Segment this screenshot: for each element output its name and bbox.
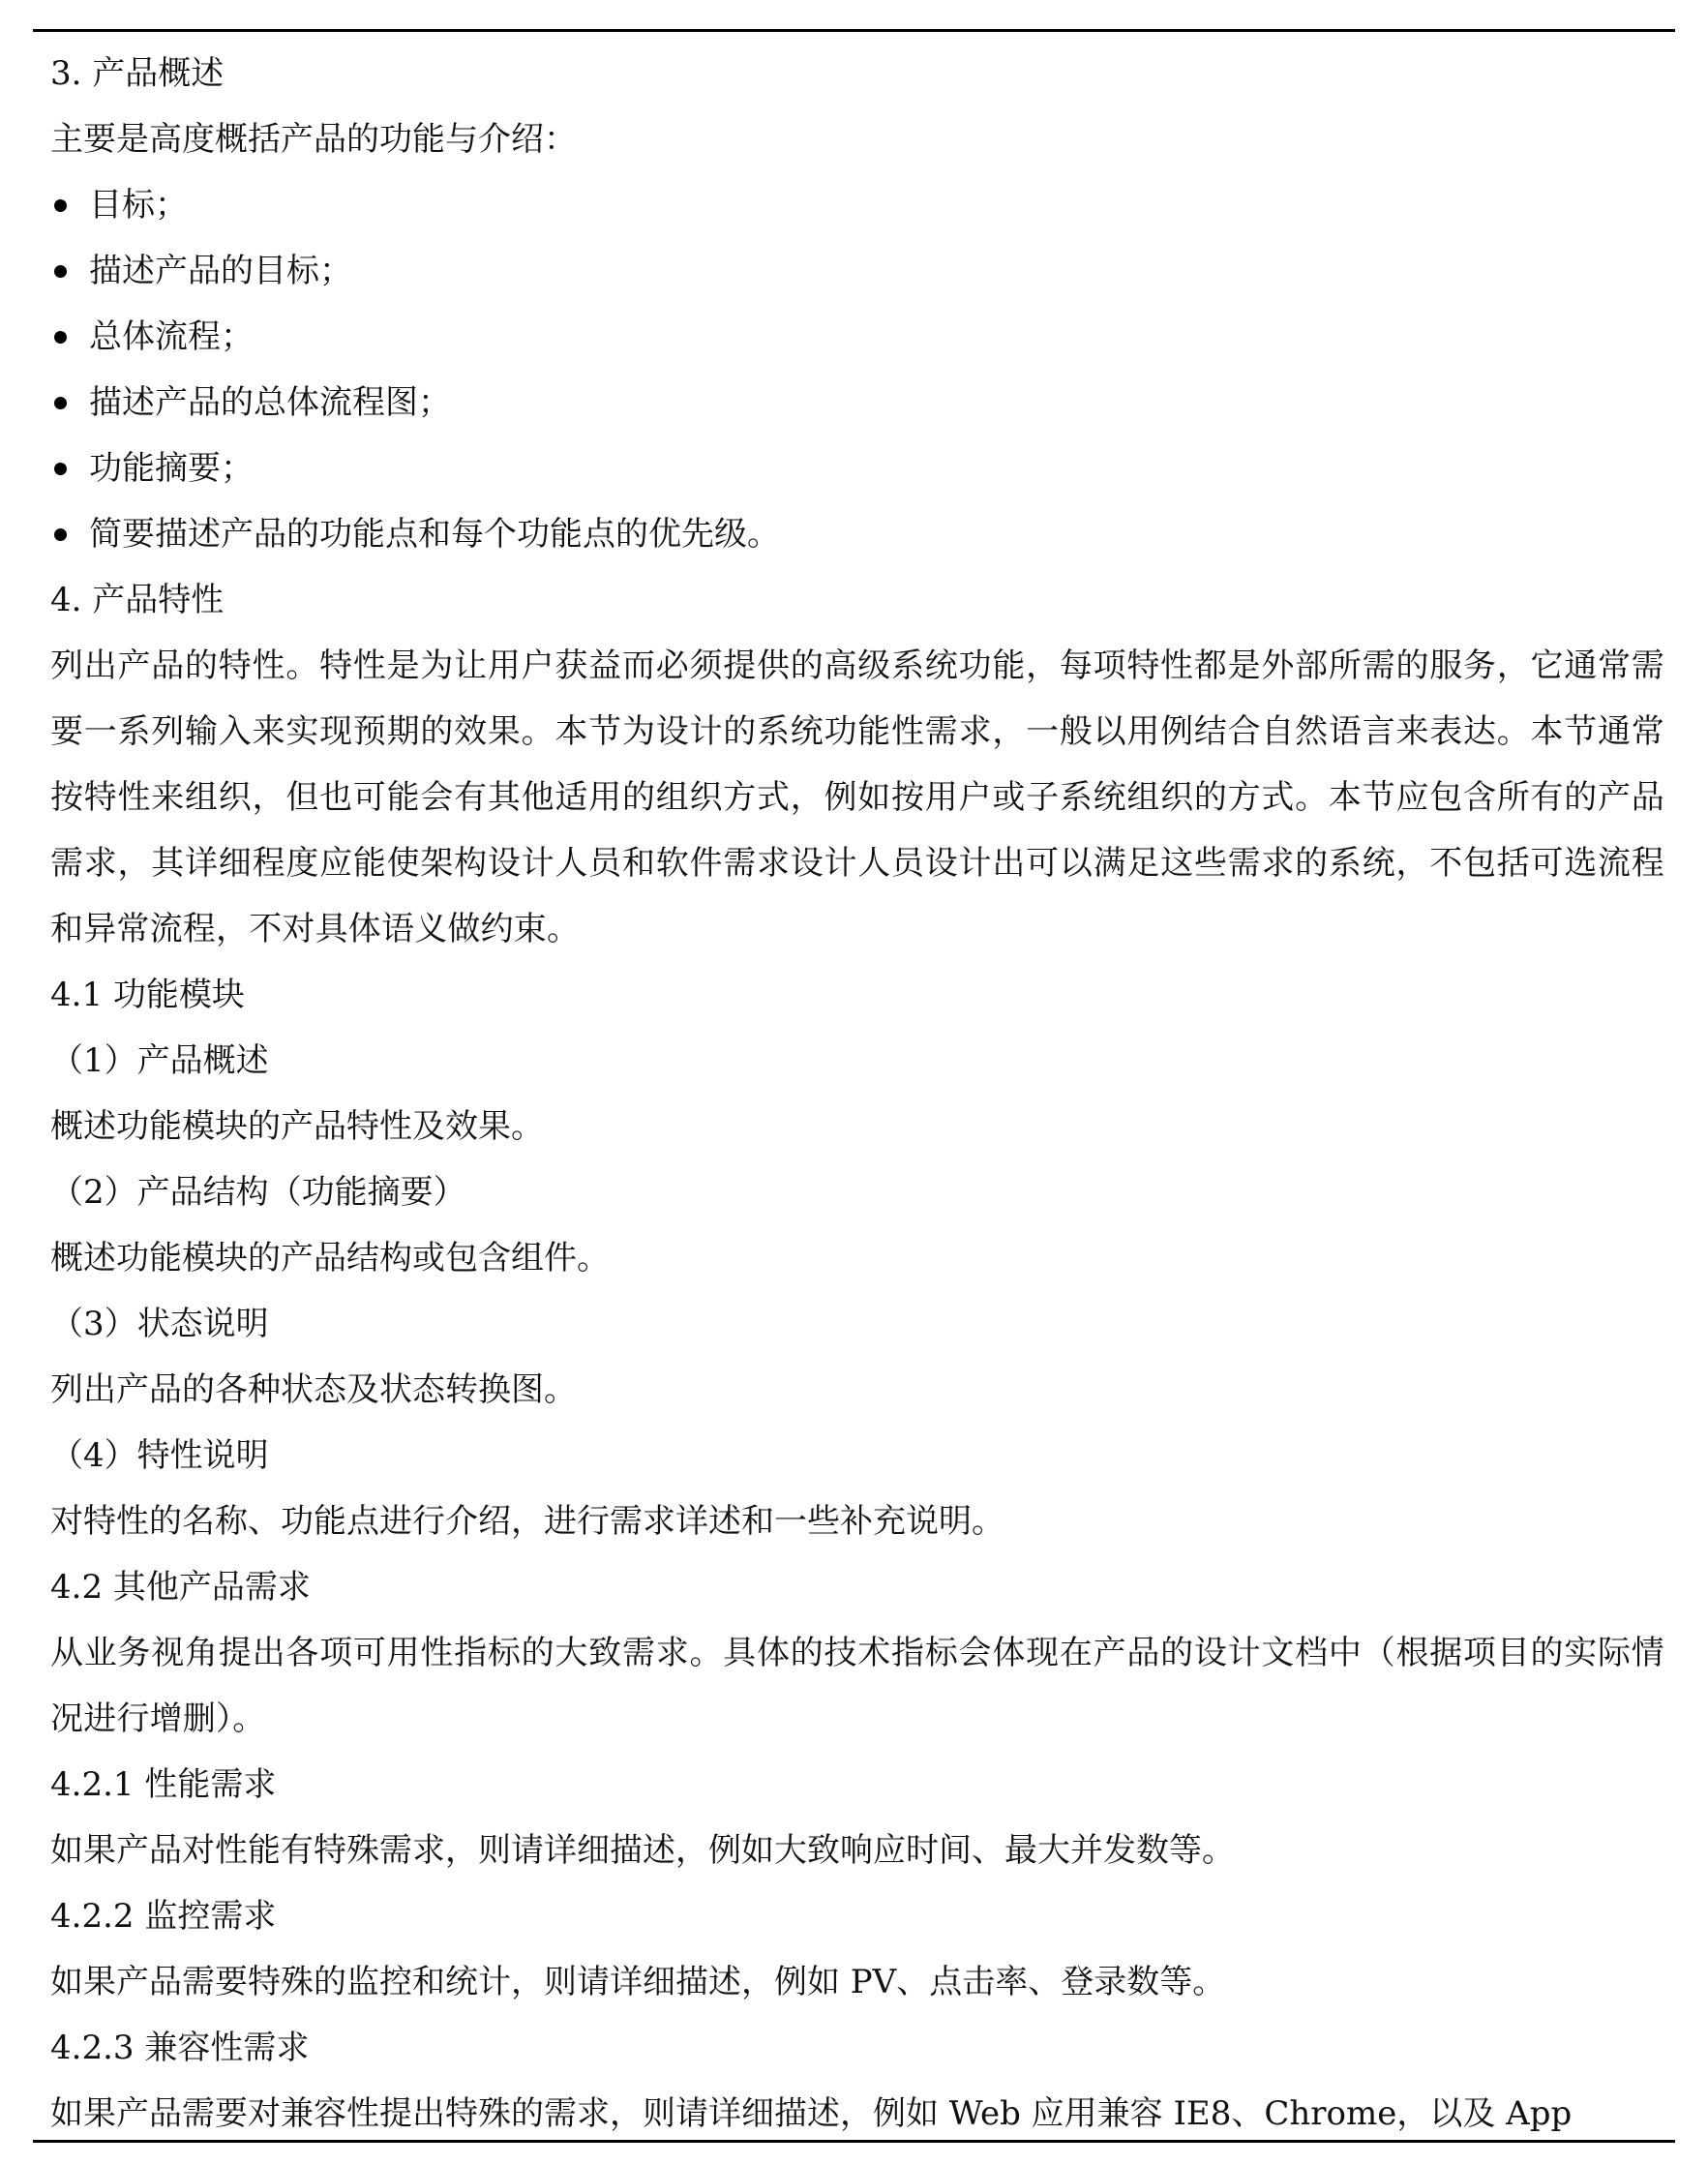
- bullet-text: 简要描述产品的功能点和每个功能点的优先级。: [89, 515, 780, 554]
- item-title: （4）特性说明: [50, 1436, 269, 1475]
- subsection-heading: 4.2.1 性能需求: [50, 1765, 277, 1804]
- section-4-heading: 4. 产品特性: [50, 581, 225, 619]
- bullet-item: [50, 238, 1664, 304]
- bullet-item: [50, 501, 1664, 567]
- bullet-icon: [54, 397, 67, 409]
- subsection-text: 如果产品对性能有特殊需求，则请详细描述，例如大致响应时间、最大并发数等。: [50, 1831, 1235, 1870]
- section-3-heading: 3. 产品概述: [50, 54, 225, 93]
- bullet-item: [50, 304, 1664, 370]
- bullet-icon: [54, 463, 67, 475]
- subsection-text: 如果产品需要特殊的监控和统计，则请详细描述，例如 PV、点击率、登录数等。: [50, 1963, 1226, 2001]
- item-title: （2）产品结构（功能摘要）: [50, 1173, 466, 1212]
- bullet-icon: [54, 331, 67, 344]
- item-description: 概述功能模块的产品特性及效果。: [50, 1107, 544, 1146]
- item-description: 对特性的名称、功能点进行介绍，进行需求详述和一些补充说明。: [50, 1502, 1004, 1541]
- section-4-1-heading: 4.1 功能模块: [50, 976, 245, 1014]
- bullet-icon: [54, 199, 67, 212]
- section-3-intro: 主要是高度概括产品的功能与介绍：: [50, 120, 577, 159]
- bullet-text: 功能摘要；: [89, 449, 254, 488]
- bullet-item: [50, 370, 1664, 436]
- bullet-text: 描述产品的目标；: [89, 252, 352, 290]
- bullet-text: 目标；: [89, 186, 188, 225]
- document-body: [50, 41, 1664, 2147]
- bullet-item: [50, 172, 1664, 238]
- subsection-heading: 4.2.2 监控需求: [50, 1897, 277, 1936]
- bullet-text: 描述产品的总体流程图；: [89, 383, 451, 422]
- subsection-text: 如果产品需要对兼容性提出特殊的需求，则请详细描述，例如 Web 应用兼容 IE8、Chrome，以及 App: [50, 2094, 1573, 2133]
- item-title: （3）状态说明: [50, 1305, 269, 1343]
- bullet-icon: [54, 265, 67, 278]
- item-description: 概述功能模块的产品结构或包含组件。: [50, 1239, 610, 1278]
- item-title: （1）产品概述: [50, 1041, 269, 1080]
- bullet-text: 总体流程；: [89, 317, 254, 356]
- subsection-heading: 4.2.3 兼容性需求: [50, 2029, 310, 2067]
- section-4-2-paragraph: 从业务视角提出各项可用性指标的大致需求。具体的技术指标会体现在产品的设计文档中（根据项目的实际情况进行增删）。: [50, 1634, 1664, 1738]
- bottom-rule: [33, 2140, 1675, 2143]
- bullet-icon: [54, 528, 67, 541]
- section-4-paragraph: 列出产品的特性。特性是为让用户获益而必须提供的高级系统功能，每项特性都是外部所需的服务，它通常需要一系列输入来实现预期的效果。本节为设计的系统功能性需求，一般以用例结合自然语言来表达。本节通常按特性来组织，但也可能会有其他适用的组织方式，例如按用户或子系统组织的方式。本节应包含所有的产品需求，其详细程度应能使架构设计人员和软件需求设计人员设计出可以满足这些需求的系统，不包括可选流程和异常流程，不对具体语义做约束。: [50, 646, 1664, 948]
- item-description: 列出产品的各种状态及状态转换图。: [50, 1370, 577, 1409]
- section-4-2-heading: 4.2 其他产品需求: [50, 1568, 311, 1607]
- bullet-item: [50, 436, 1664, 501]
- top-rule: [33, 29, 1675, 32]
